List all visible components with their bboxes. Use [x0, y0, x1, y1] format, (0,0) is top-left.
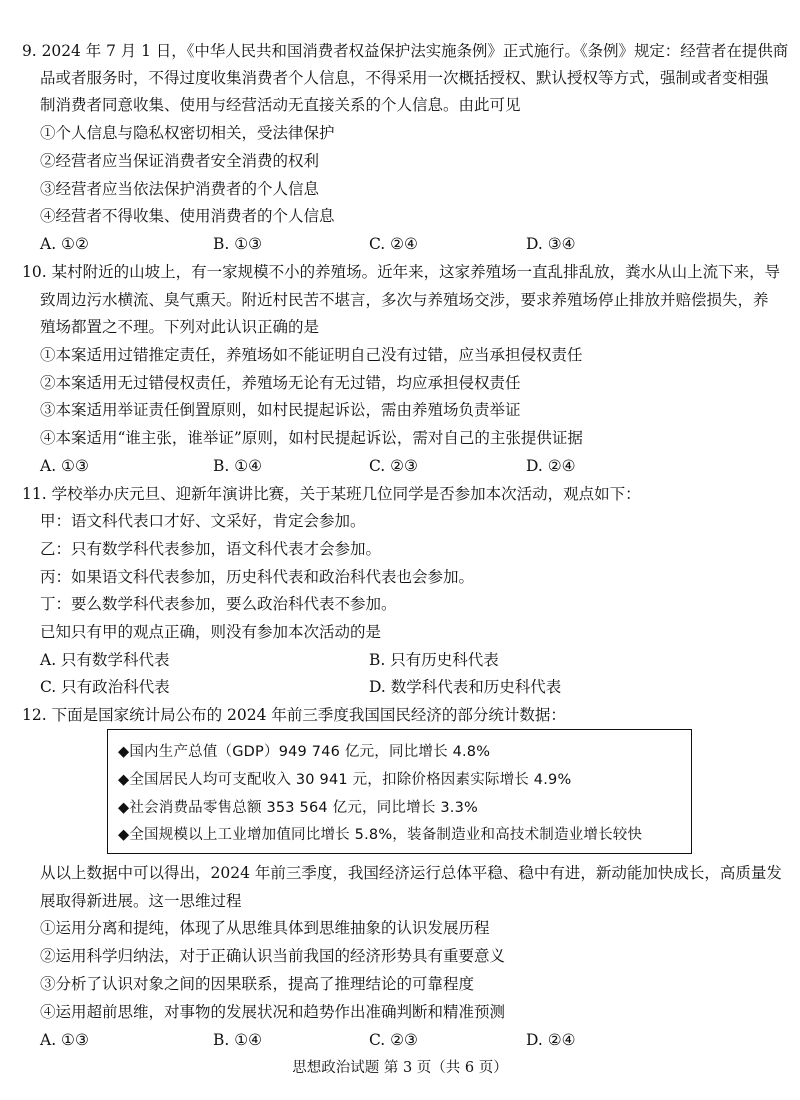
- q9-option-d: D. ③④: [526, 235, 576, 253]
- page-footer: 思想政治试题 第 3 页（共 6 页）: [292, 1060, 508, 1076]
- q12-option-d: D. ②④: [526, 1031, 576, 1049]
- q9-option-a: A. ①②: [40, 235, 89, 253]
- stat-retail: ◆社会消费品零售总额 353 564 亿元，同比增长 3.3%: [118, 800, 478, 816]
- q9-option-c: C. ②④: [369, 235, 418, 253]
- q11-statement-ding: 丁：要么数学科代表参加，要么政治科代表不参加。: [40, 595, 397, 613]
- q11-statement-bing: 丙：如果语文科代表参加，历史科代表和政治科代表也会参加。: [40, 568, 475, 586]
- q12-statement-3: ③分析了认识对象之间的因果联系，提高了推理结论的可靠程度: [40, 975, 475, 993]
- q9-statement-4: ④经营者不得收集、使用消费者的个人信息: [40, 207, 335, 225]
- q12-stem-line-1: 12. 下面是国家统计局公布的 2024 年前三季度我国国民经济的部分统计数据：: [22, 706, 566, 724]
- q10-statement-4: ④本案适用“谁主张，谁举证”原则，如村民提起诉讼，需对自己的主张提供证据: [40, 429, 583, 447]
- q10-option-d: D. ②④: [526, 457, 576, 475]
- q10-statement-1: ①本案适用过错推定责任，养殖场如不能证明自己没有过错，应当承担侵权责任: [40, 346, 583, 364]
- q9-stem-line-1: 9. 2024 年 7 月 1 日，《中华人民共和国消费者权益保护法实施条例》正式施行。《条例》规定：经营者在提供商: [22, 42, 789, 60]
- q9-statement-1: ①个人信息与隐私权密切相关，受法律保护: [40, 124, 335, 142]
- q12-after-line-2: 展取得新进展。这一思维过程: [40, 892, 242, 910]
- q12-statement-4: ④运用超前思维，对事物的发展状况和趋势作出准确判断和精准预测: [40, 1003, 506, 1021]
- q10-statement-2: ②本案适用无过错侵权责任，养殖场无论有无过错，均应承担侵权责任: [40, 374, 521, 392]
- q9-option-b: B. ①③: [213, 235, 263, 253]
- q12-option-a: A. ①③: [40, 1031, 89, 1049]
- q11-option-a: A. 只有数学科代表: [40, 651, 170, 669]
- q10-option-a: A. ①③: [40, 457, 89, 475]
- q12-option-c: C. ②③: [369, 1031, 418, 1049]
- stat-industry: ◆全国规模以上工业增加值同比增长 5.8%，装备制造业和高技术制造业增长较快: [118, 827, 643, 843]
- q11-option-b: B. 只有历史科代表: [369, 651, 499, 669]
- q9-stem-line-3: 制消费者同意收集、使用与经营活动无直接关系的个人信息。由此可见: [40, 96, 521, 114]
- q11-statement-jia: 甲：语文科代表口才好、文采好，肯定会参加。: [40, 512, 366, 530]
- q10-statement-3: ③本案适用举证责任倒置原则，如村民提起诉讼，需由养殖场负责举证: [40, 401, 521, 419]
- q12-option-b: B. ①④: [213, 1031, 263, 1049]
- q11-option-c: C. 只有政治科代表: [40, 678, 170, 696]
- q11-option-d: D. 数学科代表和历史科代表: [369, 678, 562, 696]
- q12-after-line-1: 从以上数据中可以得出，2024 年前三季度，我国经济运行总体平稳、稳中有进，新动能加快成长，高质量发: [40, 864, 782, 882]
- q11-condition: 已知只有甲的观点正确，则没有参加本次活动的是: [40, 623, 382, 641]
- stat-income: ◆全国居民人均可支配收入 30 941 元，扣除价格因素实际增长 4.9%: [118, 772, 572, 788]
- statistics-box: [107, 729, 692, 854]
- stat-gdp: ◆国内生产总值（GDP）949 746 亿元，同比增长 4.8%: [118, 744, 491, 760]
- q11-stem-line-1: 11. 学校举办庆元旦、迎新年演讲比赛，关于某班几位同学是否参加本次活动，观点如下：: [22, 485, 641, 503]
- q10-stem-line-2: 致周边污水横流、臭气熏天。附近村民苦不堪言，多次与养殖场交涉，要求养殖场停止排放并赔偿损失，养: [40, 291, 769, 309]
- q11-statement-yi: 乙：只有数学科代表参加，语文科代表才会参加。: [40, 540, 382, 558]
- q12-statement-2: ②运用科学归纳法，对于正确认识当前我国的经济形势具有重要意义: [40, 947, 506, 965]
- q10-option-c: C. ②③: [369, 457, 418, 475]
- q10-stem-line-3: 殖场都置之不理。下列对此认识正确的是: [40, 318, 320, 336]
- q12-statement-1: ①运用分离和提纯，体现了从思维具体到思维抽象的认识发展历程: [40, 919, 490, 937]
- q9-statement-3: ③经营者应当依法保护消费者的个人信息: [40, 180, 320, 198]
- q9-statement-2: ②经营者应当保证消费者安全消费的权利: [40, 152, 320, 170]
- q10-stem-line-1: 10. 某村附近的山坡上，有一家规模不小的养殖场。近年来，这家养殖场一直乱排乱放，粪水从山上流下来，导: [22, 263, 781, 281]
- q10-option-b: B. ①④: [213, 457, 263, 475]
- q9-stem-line-2: 品或者服务时，不得过度收集消费者个人信息，不得采用一次概括授权、默认授权等方式，强制或者变相强: [40, 69, 769, 87]
